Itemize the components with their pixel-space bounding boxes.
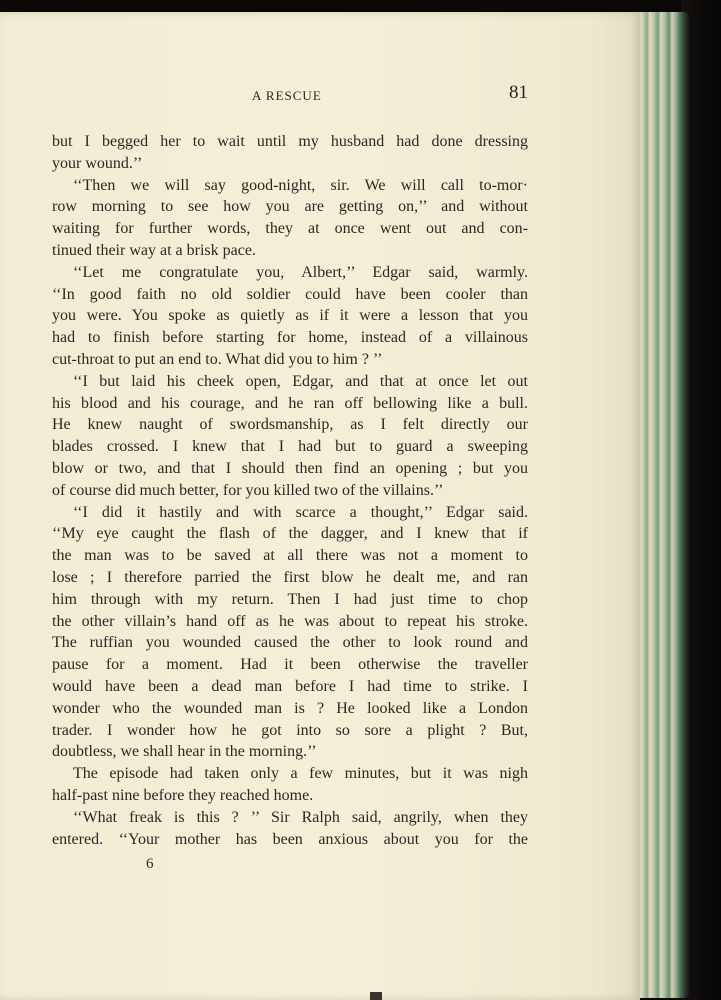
text-line: entered. ‘‘Your mother has been anxious about you for the (52, 830, 528, 848)
text-line: The episode had taken only a few minutes, but it was nigh (73, 765, 528, 783)
text-line: wonder who the wounded man is ? He looked like a London (52, 699, 528, 717)
text-line: ‘‘My eye caught the flash of the dagger, and I knew that if (52, 525, 528, 543)
text-line: tinued their way at a brisk pace. (52, 241, 256, 259)
text-line: waiting for further words, they at once went out and con- (52, 220, 528, 238)
text-line: his blood and his courage, and he ran off bellowing like a bull. (52, 394, 528, 412)
text-line: row morning to see how you are getting on,’’ and without (52, 198, 528, 216)
text-line: would have been a dead man before I had time to strike. I (52, 677, 528, 695)
text-line: the other villain’s hand off as he was about to repeat his stroke. (52, 612, 528, 630)
body-text (52, 131, 528, 850)
text-line: He knew naught of swordsmanship, as I felt directly our (52, 416, 528, 434)
text-line: blades crossed. I knew that I had but to guard a sweeping (52, 438, 528, 456)
signature-mark: 6 (146, 856, 154, 872)
text-line: half-past nine before they reached home. (52, 786, 314, 804)
text-line: ‘‘Let me congratulate you, Albert,’’ Edgar said, warmly. (73, 263, 528, 281)
text-line: The ruffian you wounded caused the other to look round and (52, 634, 528, 652)
text-line: your wound.’’ (52, 154, 143, 172)
text-line: ‘‘What freak is this ? ’’ Sir Ralph said, angrily, when they (73, 808, 528, 826)
page-header (52, 82, 528, 112)
text-line: trader. I wonder how he got into so sore a plight ? But, (52, 721, 528, 739)
text-line: but I begged her to wait until my husband had done dressing (52, 133, 528, 150)
text-line: pause for a moment. Had it been otherwise the traveller (52, 656, 528, 674)
text-line: ‘‘In good faith no old soldier could have been cooler than (52, 285, 528, 303)
text-line: blow or two, and that I should then find an opening ; but you (52, 459, 528, 477)
page-number: 81 (509, 82, 528, 103)
text-line: you were. You spoke as quietly as if it were a lesson that you (52, 307, 528, 325)
text-line: lose ; I therefore parried the first blow he dealt me, and ran (52, 568, 528, 586)
text-line: doubtless, we shall hear in the morning.’’ (52, 743, 317, 761)
text-line: the man was to be saved at all there was not a moment to (52, 547, 528, 565)
text-line: ‘‘I but laid his cheek open, Edgar, and that at once let out (73, 372, 528, 390)
text-line: ‘‘Then we will say good-night, sir. We will call to-mor· (73, 176, 528, 194)
text-line: had to finish before starting for home, instead of a villainous (52, 329, 528, 347)
running-head: A RESCUE (252, 88, 322, 103)
text-line: cut-throat to put an end to. What did you to him ? ’’ (52, 350, 383, 368)
text-line: him through with my return. Then I had just time to chop (52, 590, 528, 608)
text-line: of course did much better, for you killed two of the villains.’’ (52, 481, 444, 499)
scan-artifact (370, 992, 382, 1000)
text-line: ‘‘I did it hastily and with scarce a thought,’’ Edgar said. (73, 503, 528, 521)
